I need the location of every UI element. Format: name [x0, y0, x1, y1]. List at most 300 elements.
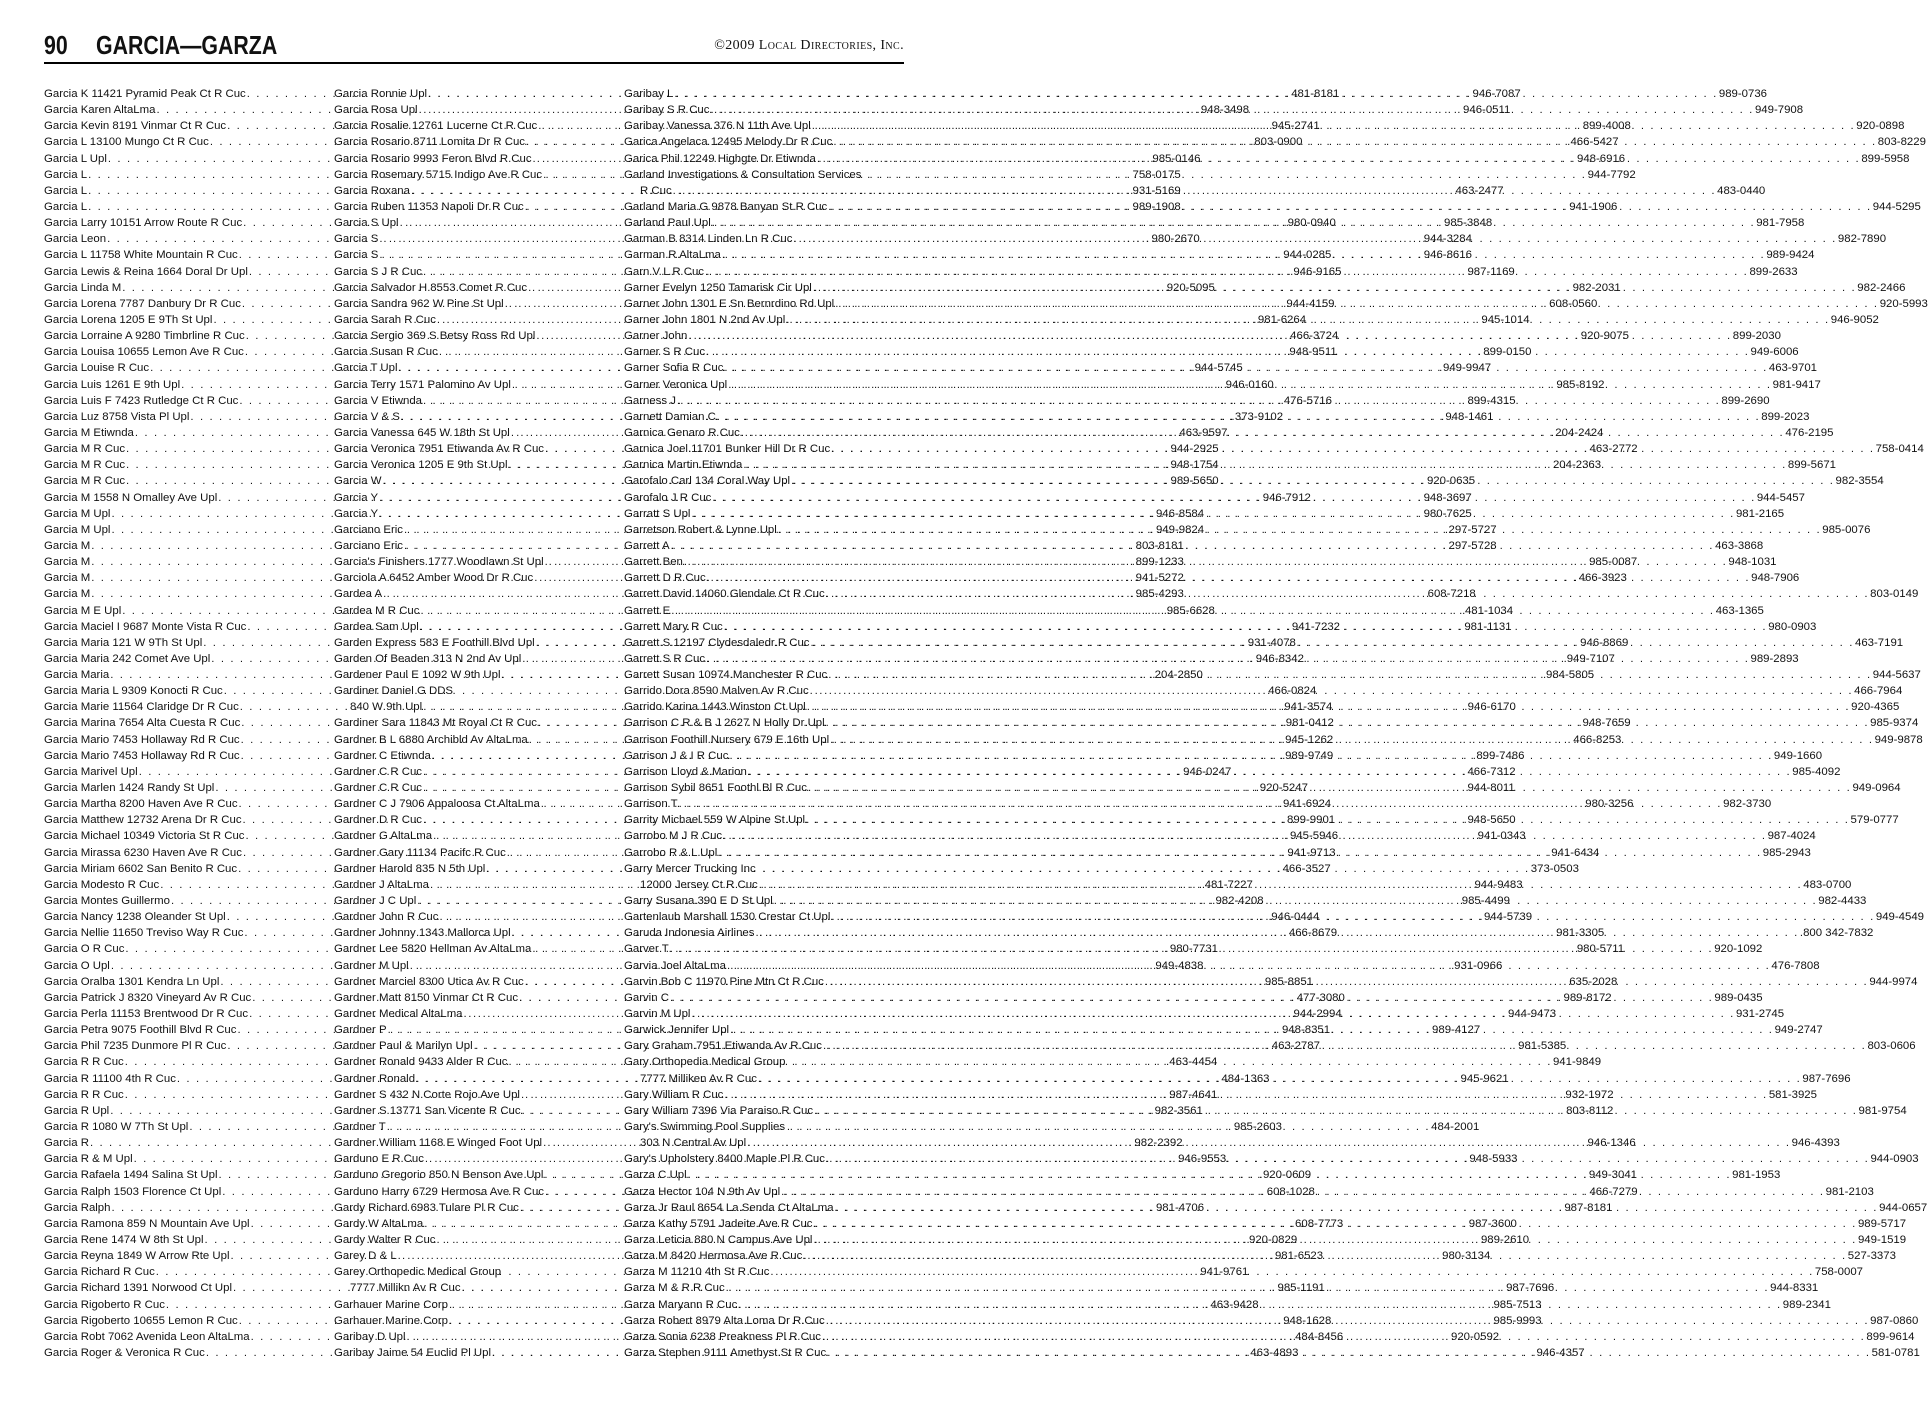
listing-phone: 949-9947 — [1443, 362, 1492, 375]
listing-name: Gardner J AltaLma — [334, 878, 429, 891]
listing-phone: 803-0900 — [1254, 136, 1303, 149]
listing-phone: 944-5637 — [1872, 669, 1921, 682]
listing-phone: 946-8869 — [1580, 636, 1629, 649]
listing-name: Garcia Larry 10151 Arrow Route R Cuc — [44, 217, 243, 230]
listing-phone: 945-5946 — [1289, 830, 1339, 843]
listing-name: Garvin Bob C 11970 Pine Mtn Ct R Cuc — [624, 975, 824, 988]
listing-phone: 945-1262 — [1285, 733, 1334, 746]
listing-name: Gardner Ronald 9433 Alder R Cuc — [334, 1056, 508, 1069]
dot-leader — [755, 925, 1798, 941]
listing-name: Garciano Eric — [334, 539, 404, 552]
listing-phone: 944-0285 — [1283, 249, 1332, 262]
listing-phone: 985-0146 — [1152, 152, 1201, 165]
listing-phone: 944-3284 — [1423, 233, 1472, 246]
listing-name: Garcia Lorena 1205 E 9Th St Upl — [44, 313, 213, 326]
dot-leader — [822, 1329, 1865, 1345]
listing-phone: 948-8351 — [1281, 1024, 1331, 1037]
listing-name: Gardner C Etiwnda — [334, 749, 431, 762]
listing-name: Garnica Genaro R Cuc — [624, 426, 740, 439]
listing-name: Garcia S — [334, 249, 379, 262]
listing-name: Garcia M — [44, 556, 91, 569]
listing-phone: 463-9597 — [1179, 426, 1228, 439]
listing-name: Garcia Rigoberto 10655 Lemon R Cuc — [44, 1314, 238, 1327]
listing-phone: 946-8584 — [1155, 507, 1205, 520]
listing-name: Garofalo Carl 134 Coral Way Upl — [624, 475, 791, 488]
listing-phone: 920-5247 — [1259, 782, 1308, 795]
listing-phone: 944-5739 — [1483, 911, 1533, 924]
listing-name: Garrison J & I R Cuc — [624, 749, 729, 762]
listing-phone: 949-3041 — [1588, 1169, 1637, 1182]
listing-phone: 989-5650 — [1170, 475, 1219, 488]
listing-phone: 899-9901 — [1287, 814, 1336, 827]
listing-phone: 579-0777 — [1850, 814, 1899, 827]
listing-name: Garcia Salvador H 8553 Comet R Cuc — [334, 281, 528, 294]
listing-name: Garden Of Beaden 313 N 2nd Av Upl — [334, 652, 522, 665]
listing-name: Garratt S Upl — [624, 507, 691, 520]
listing-phone: 949-7107 — [1566, 652, 1615, 665]
listing-name: Garvia Joel AltaLma — [624, 959, 726, 972]
listing-phone: 944-9974 — [1869, 975, 1918, 988]
listing-name: Gary William 7396 Via Paraiso R Cuc — [624, 1104, 814, 1117]
dot-leader — [814, 1103, 1857, 1119]
listing-phone: 466-7279 — [1589, 1185, 1638, 1198]
dot-leader — [712, 215, 1755, 231]
dot-leader — [726, 1280, 1769, 1296]
listing-phone: 949-9878 — [1874, 733, 1923, 746]
listing-name: Garcia L — [44, 200, 88, 213]
dot-leader — [728, 377, 1771, 393]
listing-phone: 946-9165 — [1293, 265, 1342, 278]
listing-name: Garcia Rigoberto R Cuc — [44, 1298, 165, 1311]
listing-name: Garcia Rosalie 12761 Lucerne Ct R Cuc — [334, 120, 538, 133]
listing-name: Garza Hector 104 N 9th Av Upl — [624, 1185, 781, 1198]
listing-name: Gardea M R Cuc — [334, 604, 420, 617]
listing-phone: 982-3561 — [1154, 1104, 1203, 1117]
dot-leader — [812, 118, 1855, 134]
listing-name: Gardner B L 6880 Archibld Av AltaLma — [334, 733, 528, 746]
listing-phone: 527-3373 — [1847, 1250, 1896, 1263]
dot-leader — [826, 1313, 1869, 1329]
listing-name: Gardy Walter R Cuc — [334, 1233, 436, 1246]
listing-phone: 463-3868 — [1715, 539, 1764, 552]
listing-name: Garcia Karen AltaLma — [44, 104, 156, 117]
listing-phone: 466-7312 — [1467, 765, 1516, 778]
listing-name: Garza Maryann R Cuc — [624, 1298, 738, 1311]
listing-name: Gardner Medical AltaLma — [334, 1008, 463, 1021]
dot-leader — [712, 490, 1755, 506]
listing-name: Gardner William 1168 E Winged Foot Upl — [334, 1137, 543, 1150]
listing-phone: 944-4159 — [1286, 297, 1335, 310]
listing-name: Garibay L — [624, 88, 674, 100]
listing-phone: 941-9713 — [1287, 846, 1336, 859]
listing-name: Garza Kathy 5791 Jadeite Ave R Cuc — [624, 1217, 813, 1230]
listing-phone: 981-1953 — [1732, 1169, 1781, 1182]
listing-phone: 481-8181 — [1291, 88, 1340, 100]
listing-phone: 982-4208 — [1215, 895, 1264, 908]
listing-name: Gardiner Sara 11843 Mt Royal Ct R Cuc — [334, 717, 538, 730]
listing-name: Garcia R Upl — [44, 1104, 110, 1117]
listing-name: Garrison Lloyd & Marion — [624, 765, 747, 778]
dot-leader — [722, 247, 1765, 263]
listing-phone: 984-5805 — [1546, 669, 1595, 682]
listing-name: Garcia Modesto R Cuc — [44, 878, 160, 891]
listing-phone: 944-0657 — [1879, 1201, 1928, 1214]
listing-phone: 941-6924 — [1283, 798, 1332, 811]
listing-name: Garcia Louise R Cuc — [44, 362, 150, 375]
listing-name: Garcia M Etiwnda — [44, 426, 134, 439]
listing-phone: 941-6434 — [1551, 846, 1600, 859]
listing-phone: 466-8253 — [1573, 733, 1622, 746]
listing-name: 303 N Central Av Upl — [640, 1137, 747, 1150]
listing-name: Garcia Veronica 1205 E 9th St Upl — [334, 459, 508, 472]
listing-entry — [624, 1054, 896, 1070]
dot-leader — [833, 134, 1876, 150]
listing-phone: 987-4024 — [1767, 830, 1816, 843]
listing-name: Garrett Mary R Cuc — [624, 620, 723, 633]
listing-name: Garland Paul Upl — [624, 217, 711, 230]
listing-name: Garcia Rene 1474 W 8th St Upl — [44, 1233, 204, 1246]
listing-phone: 941-5272 — [1135, 572, 1184, 585]
listing-phone: 463-2772 — [1589, 443, 1638, 456]
listing-name: Garcia Ronnie Upl — [334, 88, 428, 100]
listing-phone: 204-2850 — [1154, 669, 1203, 682]
listing-name: Garcia Vanessa 645 W 18th St Upl — [334, 426, 510, 439]
dot-leader — [823, 1038, 1866, 1054]
listing-name: Garcia R & M Upl — [44, 1153, 133, 1166]
listing-name: Garcia M Upl — [44, 523, 111, 536]
listing-name: Garnett Damian C — [624, 410, 716, 423]
listing-name: Garcia Lorena 7787 Danbury Dr R Cuc — [44, 297, 241, 310]
listing-name: Garrett D R Cuc — [624, 572, 706, 585]
listing-name: Garrobo M J R Cuc — [624, 830, 723, 843]
listing-entry — [334, 1264, 606, 1280]
listing-name: Garcia Lorraine A 9280 Timbrline R Cuc — [44, 330, 245, 343]
listing-phone: 941-3574 — [1284, 701, 1333, 714]
listing-name: Garver T — [624, 943, 669, 956]
dot-leader — [778, 522, 1821, 538]
listing-phone: 946-0511 — [1463, 104, 1511, 117]
listing-name: Garcia M Upl — [44, 507, 111, 520]
dot-leader — [387, 1119, 1430, 1135]
listing-phone: 931-2745 — [1735, 1008, 1785, 1021]
dot-leader — [684, 554, 1727, 570]
listing-name: Garcia Rosario 8711 Lomita Dr R Cuc — [334, 136, 525, 149]
listing-phone: 981-6523 — [1274, 1250, 1324, 1263]
listing-phone: 980-5711 — [1576, 943, 1625, 956]
listing-phone: 899-2633 — [1749, 265, 1798, 278]
listing-name: Garofalo J R Cuc — [624, 491, 712, 504]
listing-name: Gardner S 13771 San Vicente R Cuc — [334, 1104, 521, 1117]
listing-name: Garza M 8420 Hermosa Ave R Cuc — [624, 1250, 803, 1263]
listing-phone: 981-4706 — [1155, 1201, 1205, 1214]
listing-name: Gardner C R Cuc — [334, 782, 422, 795]
listing-phone: 946-8616 — [1423, 249, 1472, 262]
listing-name: Garcia Maria — [44, 669, 110, 682]
listing-name: Garcia Ralph 1503 Florence Ct Upl — [44, 1185, 222, 1198]
listing-name: Garness J — [624, 394, 676, 407]
listing-name: Gary Orthopedia Medical Group — [624, 1056, 786, 1069]
listing-phone: 483-0700 — [1803, 878, 1852, 891]
listing-name: Garcia R R Cuc — [44, 1088, 124, 1101]
listing-name: Garza M & R R Cuc — [624, 1282, 725, 1295]
listing-name: Garcia's Finishers 1777 Woodlawn St Upl — [334, 556, 544, 569]
dot-leader — [670, 990, 1713, 1006]
page-number: 90 — [44, 30, 68, 60]
listing-name: Garrido Karina 1443 Winston Ct Upl — [624, 701, 806, 714]
listing-name: Garza Jr Raul 8654 La Senda Ct AltaLma — [624, 1201, 834, 1214]
listing-name: Garwick Jennifer Upl — [624, 1024, 730, 1037]
listing-name: Garduno Harry 6729 Hermosa Ave R Cuc — [334, 1185, 544, 1198]
listing-phone: 931-5169 — [1132, 184, 1181, 197]
listing-phone: 946-7912 — [1262, 491, 1311, 504]
listing-phone: 483-0440 — [1717, 184, 1766, 197]
listing-phone: 985-4499 — [1461, 895, 1510, 908]
dot-leader — [825, 974, 1868, 990]
listing-name: Garcia Maria 121 W 9Th St Upl — [44, 636, 203, 649]
listing-name: Garcia Phil 7235 Dunmore Pl R Cuc — [44, 1040, 227, 1053]
listing-phone: 463-4893 — [1250, 1346, 1299, 1359]
listing-phone: 484-2001 — [1431, 1121, 1480, 1133]
listing-name: Gary Graham 7951 Etiwanda Av R Cuc — [624, 1040, 822, 1053]
listing-name: Garrison T — [624, 798, 678, 811]
listing-phone: 899-2690 — [1721, 394, 1770, 407]
listing-name: 7777 Milliken Av R Cuc — [640, 1072, 757, 1085]
dot-leader — [759, 877, 1802, 893]
listing-name: Garcia Sarah R Cuc — [334, 313, 436, 326]
dot-leader — [826, 715, 1869, 731]
listing-phone: 989-9424 — [1766, 249, 1815, 262]
listing-name: Garcia Luz 8758 Vista Pl Upl — [44, 410, 190, 423]
listing-phone: 941-9849 — [1552, 1056, 1602, 1069]
listing-name: Garcia S J R Cuc — [334, 265, 422, 278]
listing-phone: 946-0160 — [1225, 378, 1274, 391]
listing-name: Garcia K 11421 Pyramid Peak Ct R Cuc — [44, 88, 246, 100]
listing-name: Garman B 8314 Linden Ln R Cuc — [624, 233, 793, 246]
dot-leader — [718, 845, 1761, 861]
listing-name: Garibay D Upl — [334, 1330, 406, 1343]
listing-entry — [624, 1119, 896, 1135]
listing-name: Garrison Sybil 8651 Foothl Bl R Cuc — [624, 782, 807, 795]
listing-name: Garza Sonia 6238 Preakness Pl R Cuc — [624, 1330, 821, 1343]
listing-phone: 581-3925 — [1768, 1088, 1817, 1101]
listing-phone: 987-0860 — [1870, 1314, 1919, 1327]
dot-leader — [710, 102, 1753, 118]
listing-phone: 985-1191 — [1277, 1282, 1325, 1295]
listing-phone: 989-9749 — [1285, 749, 1334, 762]
dot-leader — [724, 619, 1767, 635]
listing-phone: 463-2787 — [1271, 1040, 1320, 1053]
listing-name: Garcia Sergio 369 S Betsy Ross Rd Upl — [334, 330, 536, 343]
listing-name: Gardner D R Cuc — [334, 814, 422, 827]
listing-phone: 980-0940 — [1287, 217, 1336, 230]
dot-leader — [758, 1071, 1801, 1087]
listing-name: Gardner P — [334, 1024, 387, 1037]
listing-name: Gardner Marciel 8300 Utica Av R Cuc — [334, 975, 524, 988]
listing-phone: 944-2925 — [1170, 443, 1219, 456]
listing-name: Garcia Maria 242 Comet Ave Upl — [44, 652, 211, 665]
listing-phone: 899-4315 — [1467, 394, 1516, 407]
listing-name: Garey Orthopedic Medical Group — [334, 1266, 502, 1279]
listing-phone: 948-1031 — [1728, 556, 1777, 569]
listing-phone: 985-6628 — [1166, 604, 1215, 617]
listing-name: Garza Robert 8979 Alta Loma Dr R Cuc — [624, 1314, 825, 1327]
dot-leader — [813, 280, 1856, 296]
listing-phone: 981-9754 — [1858, 1104, 1907, 1117]
listing-name: Garcia Patrick J 8320 Vineyard Av R Cuc — [44, 991, 252, 1004]
page-header — [44, 28, 904, 62]
listing-name: Garza Stephen 9111 Amethyst St R Cuc — [624, 1346, 827, 1359]
listing-name: Gardner Lee 5820 Hellman Av AltaLma — [334, 943, 532, 956]
listing-name: Garnica Joel 11701 Bunker Hill Dr R Cuc — [624, 443, 831, 456]
listing-name: Garica Angelaca 12495 Melody Dr R Cuc — [624, 136, 833, 149]
listing-name: Garuda Indonesia Airlines — [624, 927, 755, 940]
listing-phone: 946-1346 — [1587, 1137, 1636, 1150]
listing-name: Garcia Mirassa 6230 Haven Ave R Cuc — [44, 846, 242, 859]
listing-phone: 932-1972 — [1565, 1088, 1614, 1101]
listing-name: Garcia Martha 8200 Haven Ave R Cuc — [44, 798, 238, 811]
listing-name: Garcia Nellie 11650 Treviso Way R Cuc — [44, 927, 244, 940]
listing-name: Garcia Michael 10349 Victoria St R Cuc — [44, 830, 245, 843]
listing-phone: 985-7513 — [1493, 1298, 1542, 1311]
listing-phone: 981-3305 — [1556, 927, 1605, 940]
dot-leader — [835, 296, 1878, 312]
listing-phone: 948-5650 — [1467, 814, 1516, 827]
listing-name: Garcia Rosario 9993 Feron Blvd R Cuc — [334, 152, 532, 165]
listing-phone: 981-2165 — [1735, 507, 1785, 520]
listing-name: Gardner J C Upl — [334, 895, 417, 908]
dot-leader — [747, 1135, 1790, 1151]
listing-name: Garcia Matthew 12732 Arena Dr R Cuc — [44, 814, 242, 827]
dot-leader — [738, 1297, 1781, 1313]
listing-phone: 982-2392 — [1134, 1137, 1183, 1150]
dot-leader — [813, 1232, 1856, 1248]
listing-name: Garcia M R Cuc — [44, 443, 126, 456]
listing-name: Garnica Martin Etiwnda — [624, 459, 743, 472]
listing-name: Garman R AltaLma — [624, 249, 721, 262]
dot-leader — [786, 312, 1829, 328]
listing-name: Garcia Y — [334, 507, 379, 520]
listing-name: Garcia M — [44, 572, 91, 585]
listing-phone: 899-2030 — [1732, 330, 1781, 343]
listing-name: Garcia O Upl — [44, 959, 110, 972]
listing-phone: 758-0007 — [1814, 1266, 1864, 1279]
listing-name: Garner John 1801 N 2nd Av Upl — [624, 313, 786, 326]
listing-phone: 949-2747 — [1774, 1024, 1823, 1037]
listing-name: Garrett Ben — [624, 556, 683, 569]
listing-phone: 944-0903 — [1870, 1153, 1919, 1166]
listing-name: Garcia Petra 9075 Foothill Blvd R Cuc — [44, 1024, 237, 1037]
listing-phone: 946-8342 — [1255, 652, 1304, 665]
listing-phone: 980-2670 — [1151, 233, 1200, 246]
listing-phone: 803-0606 — [1867, 1040, 1916, 1053]
listing-phone: 989-8172 — [1563, 991, 1612, 1004]
listing-phone: 481-1034 — [1464, 604, 1514, 617]
listing-name: Garcia Terry 1571 Palomino Av Upl — [334, 378, 511, 391]
dot-leader — [828, 199, 1871, 215]
listing-phone: 944-5745 — [1194, 362, 1243, 375]
listing-phone: 297-5728 — [1448, 539, 1497, 552]
listing-name: Garibay S R Cuc — [624, 104, 710, 117]
dot-leader — [677, 393, 1720, 409]
listing-name: Garland Investigations & Consultation Services — [624, 168, 862, 181]
listing-name: Garcia R — [44, 1137, 89, 1150]
listing-name: Garcia Reyna 1849 W Arrow Rte Upl — [44, 1250, 230, 1263]
listing-phone: 981-7958 — [1756, 217, 1805, 230]
listing-phone: 463-9428 — [1210, 1298, 1259, 1311]
listing-name: Garcia V & S — [334, 410, 400, 423]
listing-phone: 463-9701 — [1768, 362, 1817, 375]
listing-phone: 948-1754 — [1170, 459, 1219, 472]
listing-name: Garner John 1301 E Sn Bernrdino Rd Upl — [624, 297, 835, 310]
listing-phone: 466-8679 — [1288, 927, 1338, 940]
dot-leader — [774, 893, 1817, 909]
listing-phone: 920-5095 — [1166, 281, 1215, 294]
listing-name: Garcia Rosemary 5715 Indigo Ave R Cuc — [334, 168, 543, 181]
dot-leader — [723, 828, 1766, 844]
listing-name: Garcia Maria L 9309 Konocti R Cuc — [44, 685, 223, 698]
listing-name: Gardner S 432 N Corte Rojo Ave Upl — [334, 1088, 520, 1101]
listing-phone: 989-2893 — [1750, 652, 1799, 665]
dot-leader — [770, 1264, 1813, 1280]
dot-leader — [691, 1006, 1734, 1022]
listing-name: Garcia Marlen 1424 Randy St Upl — [44, 782, 215, 795]
listing-phone: 948-5933 — [1469, 1153, 1518, 1166]
dot-leader — [705, 264, 1748, 280]
listing-phone: 980-7731 — [1169, 943, 1218, 956]
listing-name: Garcia Oralba 1301 Kendra Ln Upl — [44, 975, 220, 988]
listing-name: Gardner G AltaLma — [334, 830, 433, 843]
listing-name: Gardea Sam Upl — [334, 620, 419, 633]
listing-name: Garcia Leon — [44, 233, 107, 246]
listing-name: Garner Sofia R Cuc — [624, 362, 724, 375]
listing-phone: 920-4365 — [1851, 701, 1900, 714]
listing-phone: 989-0435 — [1714, 991, 1763, 1004]
listing-name: Garcia Ruben 11353 Napoli Dr R Cuc — [334, 200, 524, 213]
listing-phone: 949-9824 — [1155, 523, 1205, 536]
listing-phone: 949-1660 — [1773, 749, 1823, 762]
listing-phone: 946-0247 — [1183, 765, 1232, 778]
listing-phone: 463-7191 — [1854, 636, 1904, 649]
listing-phone: 949-7908 — [1754, 104, 1804, 117]
listing-name: Garcia Rosa Upl — [334, 104, 418, 117]
listing-name: Garrido Dora 8590 Malven Av R Cuc — [624, 685, 809, 698]
listing-name: Gardea A — [334, 588, 383, 601]
listing-name: Garrett E — [624, 604, 671, 617]
listing-name: Garrison Foothill Nursery 679 E 16th Upl — [624, 733, 830, 746]
listing-phone: 985-9993 — [1493, 1314, 1542, 1327]
listing-entry — [334, 683, 606, 699]
listing-phone: 981-6264 — [1257, 313, 1307, 326]
listing-name: Gardner T — [334, 1121, 386, 1133]
listing-phone: 948-7659 — [1582, 717, 1631, 730]
listing-phone: 944-9483 — [1474, 878, 1523, 891]
listing-phone: 297-5727 — [1448, 523, 1497, 536]
listing-phone: 981-9417 — [1772, 378, 1821, 391]
listing-name: Garcia M — [44, 588, 91, 601]
listing-name: Garcia R R Cuc — [44, 1056, 124, 1069]
listing-phone: 204-2363 — [1552, 459, 1602, 472]
copyright-notice: ©2009 Local Directories, Inc. — [714, 38, 904, 53]
listing-phone: 982-3554 — [1835, 475, 1884, 488]
listing-phone: 803-0149 — [1870, 588, 1919, 601]
dot-leader — [831, 441, 1874, 457]
listing-phone: 981-1131 — [1464, 620, 1512, 633]
listing-phone: 982-2031 — [1572, 281, 1621, 294]
dot-leader — [691, 506, 1734, 522]
listing-phone: 985-0087 — [1589, 556, 1638, 569]
dot-leader — [741, 425, 1784, 441]
dot-leader — [828, 667, 1871, 683]
